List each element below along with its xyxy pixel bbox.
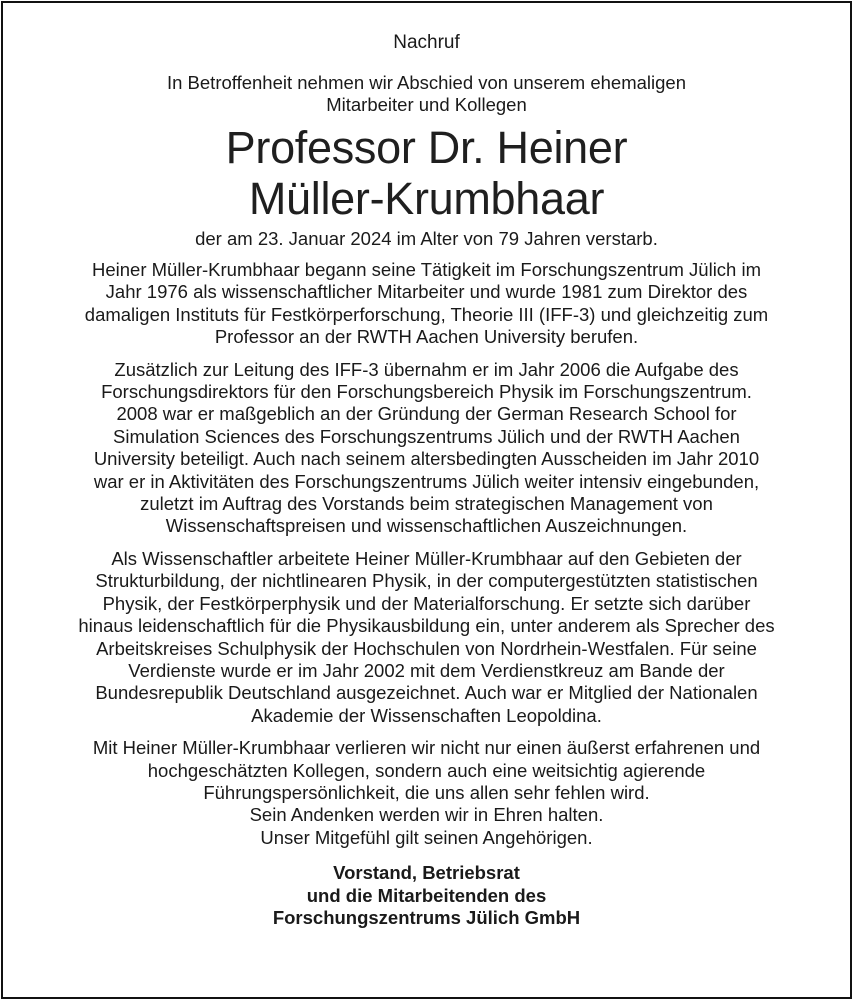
- paragraph-line: Professor an der RWTH Aachen University berufen.: [214, 326, 639, 348]
- paragraph-line: Arbeitskreises Schulphysik der Hochschulen von Nordrhein-Westfalen. Für seine: [96, 637, 757, 659]
- paragraph-line: Heiner Müller-Krumbhaar begann seine Tätigkeit im Forschungszentrum Jülich im: [91, 259, 762, 280]
- paragraph-line: Als Wissenschaftler arbeitete Heiner Müller-Krumbhaar auf den Gebieten der: [111, 547, 742, 569]
- obituary-content: [3, 31, 850, 929]
- paragraph-line: Physik, der Festkörperphysik und der Materialforschung. Er setzte sich darüber: [102, 592, 751, 614]
- paragraph-leadership: [3, 359, 850, 538]
- closing-line: hochgeschätzten Kollegen, sondern auch eine weitsichtig agierende: [147, 759, 706, 781]
- paragraph-line: Forschungsdirektors für den Forschungsbereich Physik im Forschungszentrum.: [101, 381, 752, 403]
- name-line: Professor Dr. Heiner: [225, 122, 628, 173]
- obituary-frame: [1, 1, 852, 999]
- closing-line: Sein Andenken werden wir in Ehren halten.: [249, 804, 604, 826]
- notice-heading: Nachruf: [393, 32, 460, 53]
- paragraph-line: Strukturbildung, der nichtlinearen Physik, in der computergestützten statistischen: [95, 570, 758, 592]
- intro-line: Mitarbeiter und Kollegen: [326, 94, 527, 115]
- paragraph-line: Wissenschaftspreisen und wissenschaftlichen Auszeichnungen.: [165, 515, 688, 537]
- paragraph-line: Zusätzlich zur Leitung des IFF-3 übernahm er im Jahr 2006 die Aufgabe des: [114, 358, 739, 380]
- paragraph-line: University beteiligt. Auch nach seinem altersbedingten Ausscheiden im Jahr 2010: [93, 448, 760, 470]
- intro-text: [3, 72, 850, 116]
- death-date-line: der am 23. Januar 2024 im Alter von 79 Jahren verstarb.: [195, 228, 658, 249]
- name-line: Müller-Krumbhaar: [248, 173, 605, 224]
- paragraph-line: 2008 war er maßgeblich an der Gründung der German Research School for: [116, 403, 737, 425]
- signature-line: Forschungszentrums Jülich GmbH: [272, 906, 581, 928]
- closing-line: Führungspersönlichkeit, die uns allen sehr fehlen wird.: [203, 781, 650, 803]
- paragraph-line: zuletzt im Auftrag des Vorstands beim strategischen Management von: [140, 493, 713, 515]
- paragraph-line: war er in Aktivitäten des Forschungszentrums Jülich weiter intensiv eingebunden,: [93, 470, 760, 492]
- paragraph-line: Simulation Sciences des Forschungszentrums Jülich und der RWTH Aachen: [113, 425, 740, 447]
- paragraph-research: [3, 548, 850, 727]
- paragraph-line: damaligen Instituts für Festkörperforschung, Theorie III (IFF-3) und gleichzeitig zum: [84, 303, 769, 325]
- paragraph-line: Akademie der Wissenschaften Leopoldina.: [251, 704, 602, 726]
- paragraph-line: Bundesrepublik Deutschland ausgezeichnet. Auch war er Mitglied der Nationalen: [95, 682, 758, 704]
- signature-line: und die Mitarbeitenden des: [306, 884, 547, 906]
- signature-block: [3, 862, 850, 929]
- signature-line: Vorstand, Betriebsrat: [333, 862, 520, 884]
- closing-line: Unser Mitgefühl gilt seinen Angehörigen.: [260, 826, 593, 848]
- closing-words: [3, 737, 850, 849]
- paragraph-career: [3, 259, 850, 349]
- paragraph-line: Jahr 1976 als wissenschaftlicher Mitarbeiter und wurde 1981 zum Direktor des: [105, 281, 748, 303]
- closing-line: Mit Heiner Müller-Krumbhaar verlieren wir nicht nur einen äußerst erfahrenen und: [92, 737, 761, 759]
- deceased-name: [3, 122, 850, 224]
- intro-line: In Betroffenheit nehmen wir Abschied von unserem ehemaligen: [166, 72, 686, 93]
- paragraph-line: Verdienste wurde er im Jahr 2002 mit dem Verdienstkreuz am Bande der: [128, 659, 725, 681]
- paragraph-line: hinaus leidenschaftlich für die Physikausbildung ein, unter anderem als Sprecher des: [78, 615, 775, 637]
